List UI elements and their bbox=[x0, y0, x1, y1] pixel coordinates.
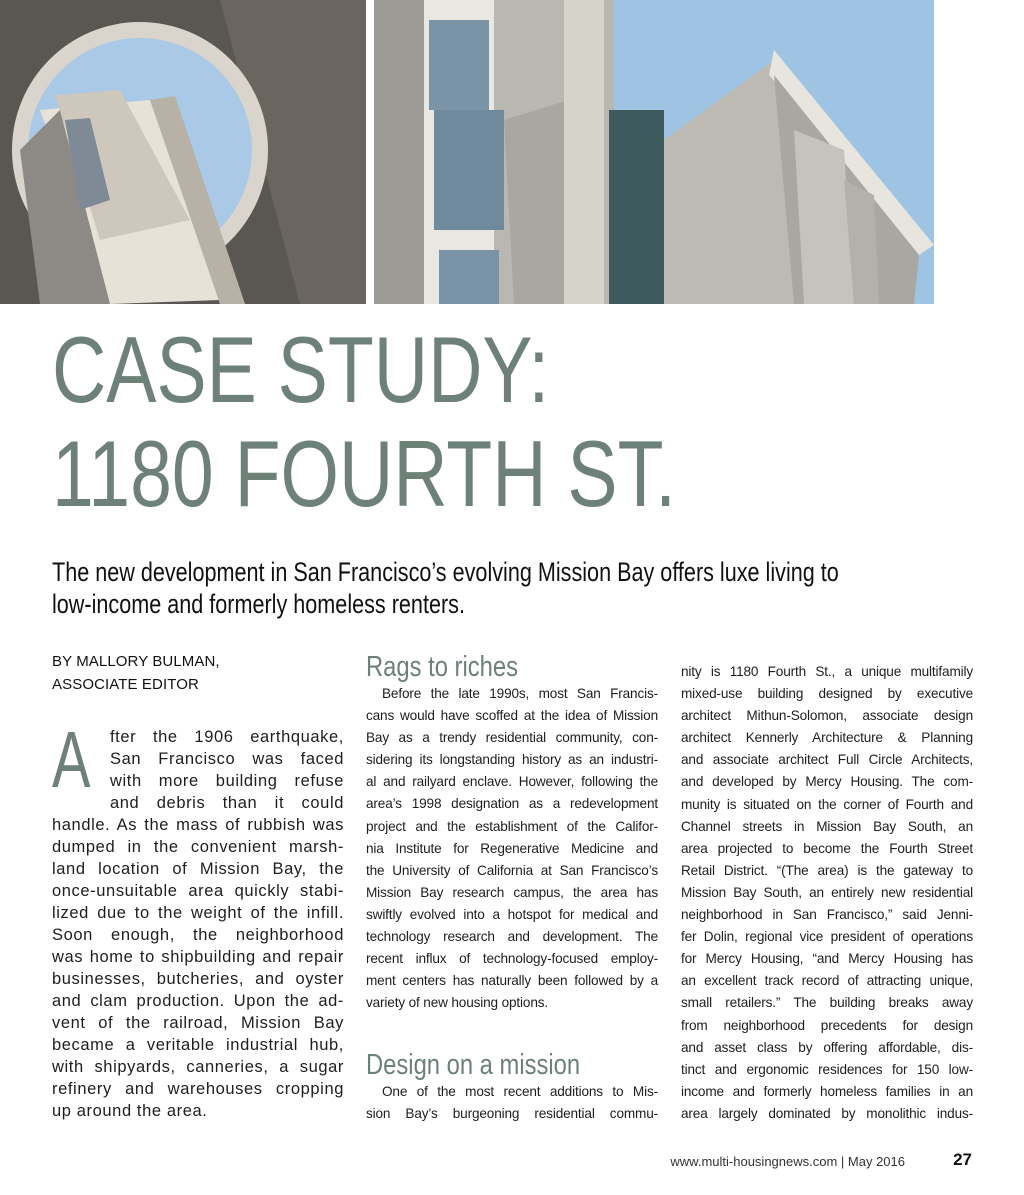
text-line: for Mercy Housing, “and Mercy Housing has bbox=[681, 951, 973, 967]
text-line: recent influx of technology-focused employ- bbox=[366, 951, 658, 967]
section-heading-design-on-a-mission: Design on a mission bbox=[366, 1049, 581, 1081]
text-line: area largely dominated by monolithic indus- bbox=[681, 1105, 973, 1121]
text-line: area’s 1998 designation as a redevelopment bbox=[366, 796, 658, 812]
text-line: with more building refuse bbox=[110, 772, 344, 790]
text-line: small retailers.” The building breaks away bbox=[681, 995, 973, 1011]
text-line: handle. As the mass of rubbish was bbox=[52, 816, 344, 834]
page-number: 27 bbox=[953, 1150, 972, 1169]
text-line: and developed by Mercy Housing. The com- bbox=[681, 774, 973, 790]
text-line: sion Bay’s burgeoning residential commu- bbox=[366, 1106, 658, 1122]
text-line: became a veritable industrial hub, bbox=[52, 1036, 344, 1054]
text-line: from neighborhood precedents for design bbox=[681, 1017, 973, 1033]
text-line: ment centers has naturally been followed by a bbox=[366, 973, 658, 989]
column-3-body bbox=[681, 661, 973, 1125]
text-line: and debris than it could bbox=[110, 794, 344, 812]
text-line: project and the establishment of the Califor- bbox=[366, 818, 658, 834]
building-facade-photo bbox=[374, 0, 934, 304]
circular-opening-photo bbox=[0, 0, 366, 304]
headline bbox=[52, 318, 676, 526]
text-line: with shipyards, canneries, a sugar bbox=[52, 1058, 344, 1076]
byline-role: ASSOCIATE EDITOR bbox=[52, 676, 199, 693]
text-line: architect Kennerly Architecture & Planning bbox=[681, 730, 973, 746]
text-line: Bay as a trendy residential community, con- bbox=[366, 730, 658, 746]
intro-column bbox=[52, 726, 344, 1122]
headline-line-1: CASE STUDY: bbox=[52, 317, 550, 422]
text-line: mixed-use building designed by executive bbox=[681, 686, 973, 702]
text-line: Retail District. “(The area) is the gateway to bbox=[681, 862, 973, 878]
section-heading-rags-to-riches: Rags to riches bbox=[366, 651, 518, 683]
text-line: nity is 1180 Fourth St., a unique multifamily bbox=[681, 664, 973, 679]
dek-line-1: The new development in San Francisco’s evolving Mission Bay offers luxe living to bbox=[52, 557, 839, 587]
text-line: nia Institute for Regenerative Medicine and bbox=[366, 840, 658, 856]
text-line: sidering its longstanding history as an industri- bbox=[366, 752, 658, 768]
text-line: refinery and warehouses cropping bbox=[52, 1080, 344, 1098]
text-line: Mission Bay South, an entirely new residential bbox=[681, 884, 973, 900]
section-1-body bbox=[366, 683, 658, 1014]
photo-left bbox=[0, 0, 366, 304]
dek bbox=[52, 556, 884, 620]
drop-cap: A bbox=[52, 715, 91, 804]
text-line: the University of California at San Francisco’s bbox=[366, 862, 658, 878]
byline bbox=[52, 650, 220, 696]
text-line: Before the late 1990s, most San Francis- bbox=[382, 686, 658, 701]
text-line: and associate architect Full Circle Architects, bbox=[681, 752, 973, 768]
text-line: Soon enough, the neighborhood bbox=[52, 926, 344, 944]
text-line: variety of new housing options. bbox=[366, 995, 548, 1011]
section-2-body bbox=[366, 1081, 658, 1125]
text-line: One of the most recent additions to Mis- bbox=[382, 1084, 658, 1099]
text-line: area projected to become the Fourth Street bbox=[681, 840, 973, 856]
text-line: al and railyard enclave. However, following the bbox=[366, 774, 658, 790]
text-line: income and formerly homeless families in an bbox=[681, 1083, 973, 1099]
text-line: munity is situated on the corner of Fourth and bbox=[681, 796, 973, 812]
text-line: tinct and ergonomic residences for 150 low- bbox=[681, 1061, 973, 1077]
text-line: was home to shipbuilding and repair bbox=[52, 948, 344, 966]
text-line: up around the area. bbox=[52, 1102, 208, 1120]
text-line: land location of Mission Bay, the bbox=[52, 860, 344, 878]
text-line: lized due to the weight of the infill. bbox=[52, 904, 344, 922]
text-line: an excellent track record of attracting unique, bbox=[681, 973, 973, 989]
text-line: technology research and development. The bbox=[366, 929, 658, 945]
text-line: businesses, butcheries, and oyster bbox=[52, 970, 344, 988]
footer-url-date: www.multi-housingnews.com | May 2016 bbox=[670, 1154, 905, 1169]
text-line: dumped in the convenient marsh- bbox=[52, 838, 344, 856]
text-line: neighborhood in San Francisco,” said Jenni- bbox=[681, 907, 973, 923]
text-line: swiftly evolved into a hotspot for medical and bbox=[366, 906, 658, 922]
text-line: architect Mithun-Solomon, associate design bbox=[681, 708, 973, 724]
text-line: San Francisco was faced bbox=[110, 750, 344, 768]
text-line: and asset class by offering affordable, dis- bbox=[681, 1039, 973, 1055]
page-footer bbox=[600, 1152, 972, 1172]
text-line: cans would have scoffed at the idea of Mission bbox=[366, 708, 658, 724]
text-line: and clam production. Upon the ad- bbox=[52, 992, 344, 1010]
headline-line-2: 1180 FOURTH ST. bbox=[52, 421, 677, 526]
text-line: fer Dolin, regional vice president of operations bbox=[681, 929, 973, 945]
text-line: once-unsuitable area quickly stabi- bbox=[52, 882, 344, 900]
dek-line-2: low-income and formerly homeless renters. bbox=[52, 589, 465, 619]
text-line: Mission Bay research campus, the area has bbox=[366, 884, 658, 900]
text-line: fter the 1906 earthquake, bbox=[110, 728, 344, 746]
text-line: vent of the railroad, Mission Bay bbox=[52, 1014, 344, 1032]
photo-right bbox=[374, 0, 934, 304]
byline-author: BY MALLORY BULMAN, bbox=[52, 653, 220, 670]
text-line: Channel streets in Mission Bay South, an bbox=[681, 818, 973, 834]
